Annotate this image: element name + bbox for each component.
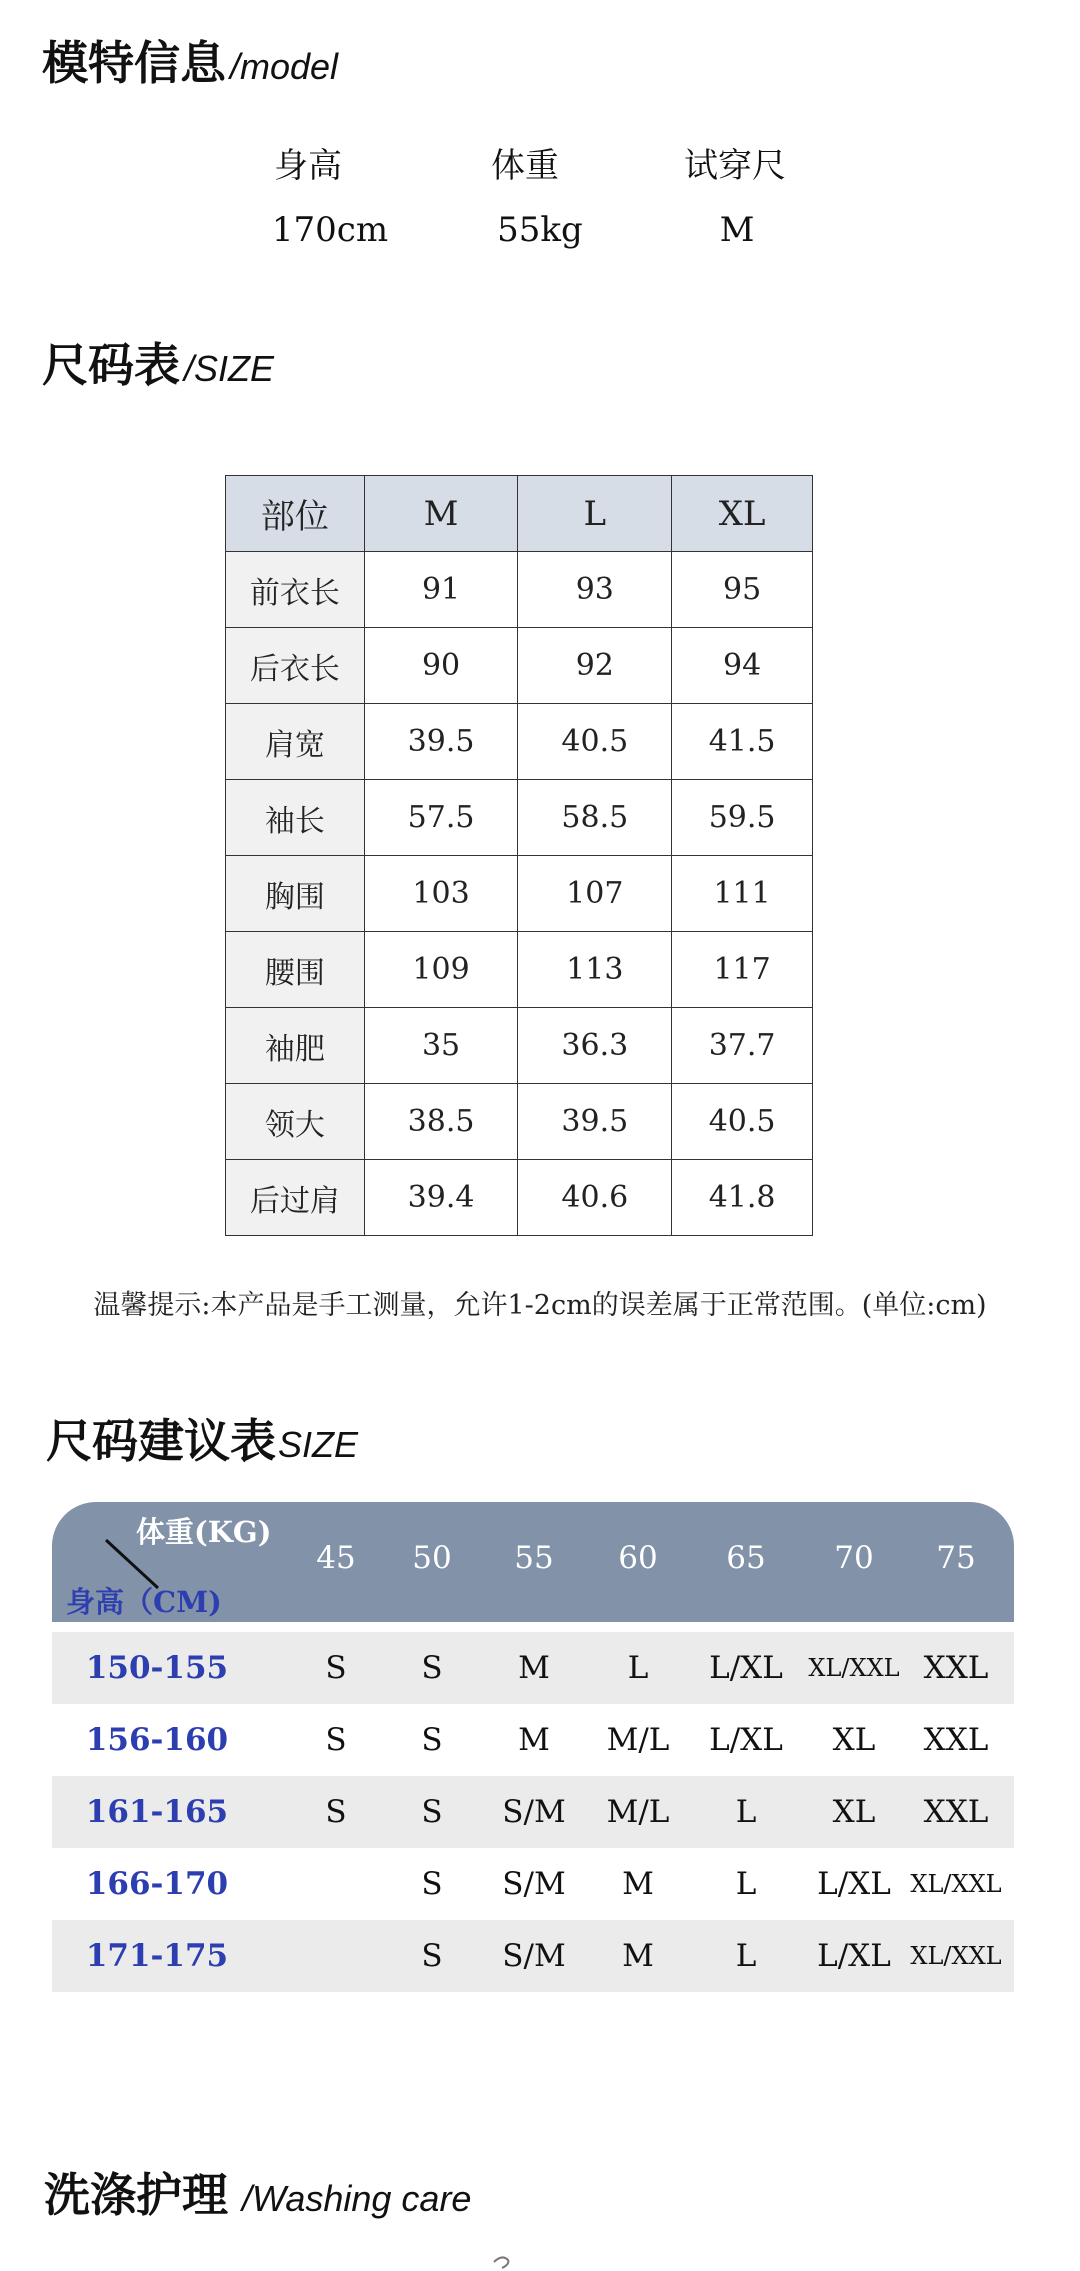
recommended-size: XXL bbox=[923, 1794, 989, 1830]
size-row-value: 92 bbox=[518, 628, 672, 704]
size-row-part: 领大 bbox=[226, 1084, 365, 1160]
size-row-value: 111 bbox=[672, 856, 813, 932]
recommended-size: S/M bbox=[502, 1938, 566, 1974]
recommend-title: 尺码建议表 bbox=[46, 1414, 276, 1468]
height-axis-label: 身高（CM) bbox=[66, 1585, 222, 1619]
recommend-row bbox=[52, 1776, 1014, 1848]
recommend-row bbox=[52, 1920, 1014, 1992]
size-header-l: L bbox=[518, 476, 672, 552]
size-row-value: 40.5 bbox=[672, 1084, 813, 1160]
size-row-value: 38.5 bbox=[364, 1084, 518, 1160]
size-table bbox=[225, 475, 813, 1236]
recommended-size: L/XL bbox=[817, 1938, 891, 1974]
recommended-size: M bbox=[622, 1866, 654, 1902]
size-table-row bbox=[226, 932, 813, 1008]
weight-column-header: 65 bbox=[726, 1540, 766, 1576]
size-row-part: 袖长 bbox=[226, 780, 365, 856]
recommended-size: M bbox=[518, 1722, 550, 1758]
weight-column-header: 45 bbox=[316, 1540, 356, 1576]
size-row-part: 后衣长 bbox=[226, 628, 365, 704]
size-row-value: 41.8 bbox=[672, 1160, 813, 1236]
recommended-size: S bbox=[421, 1722, 443, 1758]
recommended-size: XL/XXL bbox=[910, 1942, 1002, 1970]
size-row-value: 113 bbox=[518, 932, 672, 1008]
recommend-section-title bbox=[46, 1414, 359, 1468]
recommended-size: L/XL bbox=[709, 1650, 783, 1686]
recommend-subtitle: SIZE bbox=[278, 1424, 359, 1465]
size-row-value: 107 bbox=[518, 856, 672, 932]
size-row-part: 前衣长 bbox=[226, 552, 365, 628]
recommended-size: M bbox=[518, 1650, 550, 1686]
size-table-row bbox=[226, 628, 813, 704]
size-table-row bbox=[226, 704, 813, 780]
size-table-row bbox=[226, 780, 813, 856]
size-row-value: 90 bbox=[364, 628, 518, 704]
size-header-m: M bbox=[364, 476, 518, 552]
size-table-row bbox=[226, 552, 813, 628]
size-row-value: 40.6 bbox=[518, 1160, 672, 1236]
size-row-part: 肩宽 bbox=[226, 704, 365, 780]
size-table-row bbox=[226, 1084, 813, 1160]
size-table-row bbox=[226, 1160, 813, 1236]
weight-column-header: 75 bbox=[936, 1540, 976, 1576]
size-row-part: 胸围 bbox=[226, 856, 365, 932]
recommended-size: L/XL bbox=[817, 1866, 891, 1902]
recommended-size: S bbox=[325, 1722, 347, 1758]
recommended-size: L bbox=[735, 1794, 757, 1830]
size-row-value: 41.5 bbox=[672, 704, 813, 780]
recommended-size bbox=[281, 1848, 391, 1920]
size-table-row bbox=[226, 856, 813, 932]
model-label-trial-size: 试穿尺 bbox=[684, 146, 786, 186]
recommended-size: XL bbox=[832, 1794, 876, 1830]
recommended-size: L bbox=[627, 1650, 649, 1686]
weight-column-header: 50 bbox=[412, 1540, 452, 1576]
size-row-value: 109 bbox=[364, 932, 518, 1008]
weight-column-header: 70 bbox=[834, 1540, 874, 1576]
recommended-size: S/M bbox=[502, 1794, 566, 1830]
model-section-title bbox=[42, 36, 339, 90]
size-row-part: 袖肥 bbox=[226, 1008, 365, 1084]
weight-column-header: 55 bbox=[514, 1540, 554, 1576]
size-header-xl: XL bbox=[672, 476, 813, 552]
model-label-weight: 体重 bbox=[491, 146, 559, 186]
size-table-header-row bbox=[226, 476, 813, 552]
size-row-value: 95 bbox=[672, 552, 813, 628]
height-range-label: 166-170 bbox=[85, 1866, 229, 1902]
recommend-row bbox=[52, 1704, 1014, 1776]
recommended-size: XL/XXL bbox=[808, 1654, 900, 1682]
size-row-value: 39.5 bbox=[518, 1084, 672, 1160]
size-row-value: 94 bbox=[672, 628, 813, 704]
size-header-part: 部位 bbox=[226, 476, 365, 552]
size-row-value: 117 bbox=[672, 932, 813, 1008]
size-row-value: 35 bbox=[364, 1008, 518, 1084]
size-row-part: 腰围 bbox=[226, 932, 365, 1008]
height-range-label: 171-175 bbox=[85, 1938, 229, 1974]
recommended-size: M/L bbox=[606, 1722, 670, 1758]
decorative-mark-icon bbox=[490, 2254, 514, 2271]
recommend-row bbox=[52, 1632, 1014, 1704]
recommended-size: S bbox=[421, 1794, 443, 1830]
size-row-value: 37.7 bbox=[672, 1008, 813, 1084]
recommended-size: L bbox=[735, 1866, 757, 1902]
recommended-size: S bbox=[325, 1650, 347, 1686]
recommended-size: XL bbox=[832, 1722, 876, 1758]
size-table-row bbox=[226, 1008, 813, 1084]
weight-column-header: 60 bbox=[618, 1540, 658, 1576]
size-title: 尺码表 bbox=[42, 338, 180, 392]
recommended-size: L bbox=[735, 1938, 757, 1974]
model-value-trial-size: M bbox=[719, 210, 755, 250]
size-row-value: 59.5 bbox=[672, 780, 813, 856]
size-row-value: 36.3 bbox=[518, 1008, 672, 1084]
size-row-value: 91 bbox=[364, 552, 518, 628]
washing-title: 洗涤护理 bbox=[44, 2168, 228, 2222]
size-row-value: 58.5 bbox=[518, 780, 672, 856]
washing-subtitle: /Washing care bbox=[242, 2178, 472, 2219]
recommended-size: S bbox=[421, 1866, 443, 1902]
size-row-value: 40.5 bbox=[518, 704, 672, 780]
height-range-label: 150-155 bbox=[85, 1650, 229, 1686]
model-title: 模特信息 bbox=[42, 36, 226, 90]
recommended-size: M bbox=[622, 1938, 654, 1974]
model-value-height: 170cm bbox=[271, 210, 389, 250]
recommend-row bbox=[52, 1848, 1014, 1920]
measurement-note: 温馨提示:本产品是手工测量，允许1-2cm的误差属于正常范围。(单位:cm) bbox=[93, 1290, 987, 1321]
recommend-table-header bbox=[52, 1502, 1014, 1622]
washing-section-title bbox=[44, 2168, 472, 2222]
weight-axis-label: 体重(KG) bbox=[136, 1515, 272, 1549]
recommended-size bbox=[281, 1920, 391, 1992]
size-subtitle: /SIZE bbox=[184, 348, 275, 389]
recommended-size: S/M bbox=[502, 1866, 566, 1902]
height-range-label: 161-165 bbox=[85, 1794, 229, 1830]
recommended-size: XXL bbox=[923, 1650, 989, 1686]
size-row-value: 93 bbox=[518, 552, 672, 628]
recommended-size: XXL bbox=[923, 1722, 989, 1758]
recommended-size: XL/XXL bbox=[910, 1870, 1002, 1898]
size-row-value: 39.5 bbox=[364, 704, 518, 780]
height-range-label: 156-160 bbox=[85, 1722, 229, 1758]
model-subtitle: /model bbox=[230, 46, 339, 87]
recommended-size: S bbox=[421, 1938, 443, 1974]
recommended-size: S bbox=[421, 1650, 443, 1686]
size-section-title bbox=[42, 338, 275, 392]
recommended-size: L/XL bbox=[709, 1722, 783, 1758]
size-row-value: 39.4 bbox=[364, 1160, 518, 1236]
model-value-weight: 55kg bbox=[497, 210, 583, 250]
size-row-part: 后过肩 bbox=[226, 1160, 365, 1236]
size-row-value: 103 bbox=[364, 856, 518, 932]
recommended-size: M/L bbox=[606, 1794, 670, 1830]
recommended-size: S bbox=[325, 1794, 347, 1830]
size-row-value: 57.5 bbox=[364, 780, 518, 856]
model-label-height: 身高 bbox=[274, 146, 342, 186]
